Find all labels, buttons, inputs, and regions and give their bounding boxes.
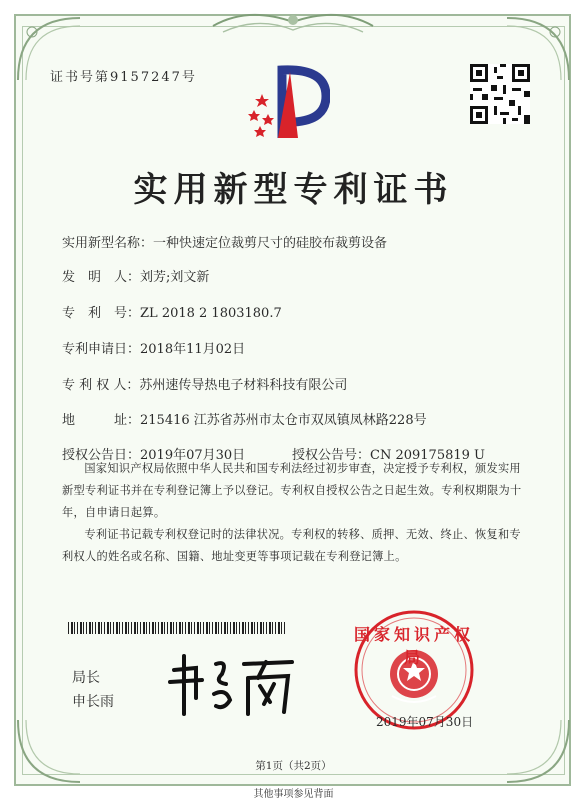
field-inventors: 发 明 人：刘芳;刘文新 xyxy=(62,270,210,285)
certificate-number: 证书号第9157247号 xyxy=(50,70,197,85)
field-patent-number: 专 利 号：ZL 2018 2 1803180.7 xyxy=(62,306,282,321)
director-signature-icon xyxy=(166,648,301,720)
seal-text: 国家知识产权局 xyxy=(353,625,474,667)
footer-note: 其他事项参见背面 xyxy=(253,789,334,800)
field-address: 地 址：215416 江苏省苏州市太仓市双凤镇凤林路228号 xyxy=(62,413,427,428)
top-ornament-icon xyxy=(203,4,383,38)
seal-date: 2019年07月30日 xyxy=(376,715,474,729)
field-grant-number: 授权公告号：CN 209175819 U xyxy=(292,448,485,463)
barcode-icon xyxy=(68,622,286,634)
ornament-bottom-right-icon xyxy=(503,716,573,786)
field-patentee: 专 利 权 人：苏州速传导热电子材料科技有限公司 xyxy=(62,378,348,393)
page-indicator: 第1页（共2页） xyxy=(255,760,332,772)
field-grant-date: 授权公告日：2019年07月30日 xyxy=(62,448,246,463)
qr-code-icon xyxy=(470,64,530,124)
ornament-bottom-left-icon xyxy=(14,716,84,786)
statement-paragraph-2: 专利证书记载专利权登记时的法律状况。专利权的转移、质押、无效、终止、恢复和专利权人的姓名或名称、国籍、地址变更等事项记载在专利登记簿上。 xyxy=(62,528,521,563)
page-title: 实用新型专利证书 xyxy=(133,170,454,210)
field-application-date: 专利申请日：2018年11月02日 xyxy=(62,342,246,357)
field-utility-model-name: 实用新型名称：一种快速定位裁剪尺寸的硅胶布裁剪设备 xyxy=(62,236,388,251)
director-title: 局长 xyxy=(72,670,100,686)
statement-paragraph-1: 国家知识产权局依照中华人民共和国专利法经过初步审查，决定授予专利权，颁发实用新型专利证书并在专利登记簿上予以登记。专利权自授权公告之日起生效。专利权期限为十年，自申请日起算。 xyxy=(62,462,522,519)
patent-office-logo-icon xyxy=(248,62,330,140)
director-name: 申长雨 xyxy=(72,694,114,710)
